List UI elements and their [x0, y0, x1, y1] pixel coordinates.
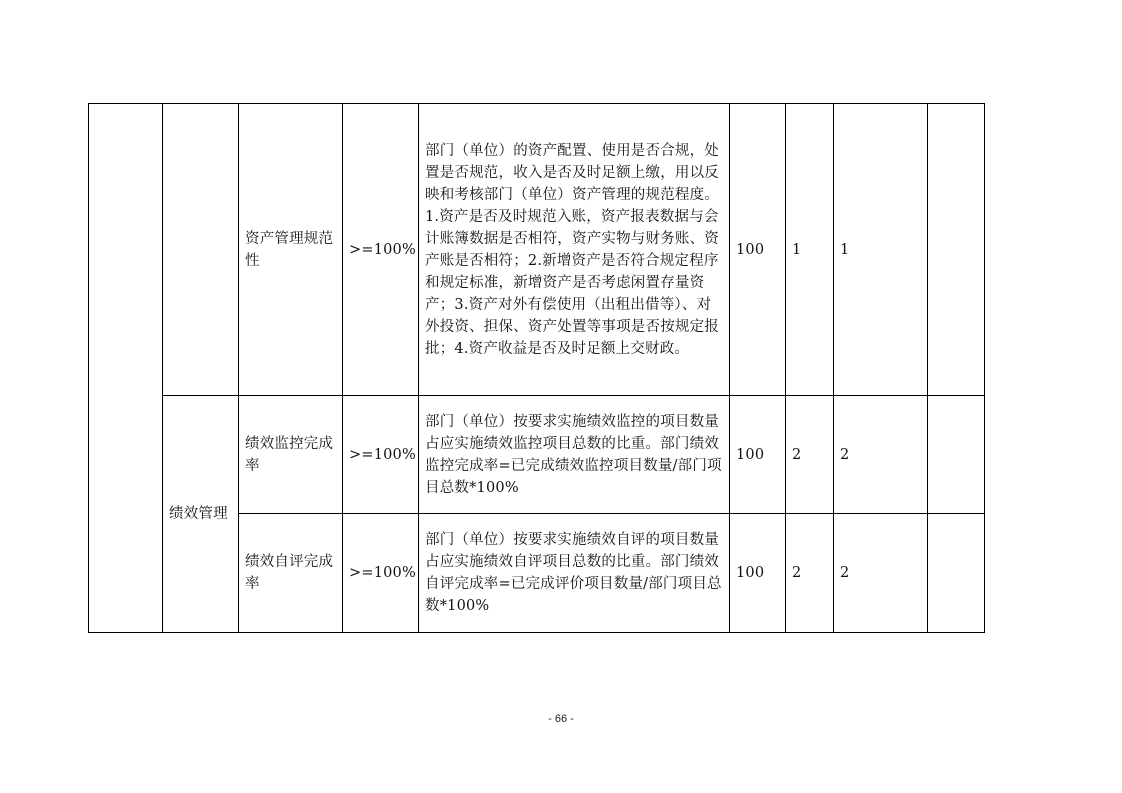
weight-cell: 1: [786, 104, 834, 396]
remark-cell: [928, 396, 985, 514]
weight-cell: 2: [786, 396, 834, 514]
weight-cell: 2: [786, 514, 834, 633]
indicator-description-cell: 部门（单位）按要求实施绩效自评的项目数量占应实施绩效自评项目总数的比重。部门绩效自评完成率=已完成评价项目数量/部门项目总数*100%: [419, 514, 730, 633]
table-row: [89, 104, 985, 396]
indicator-description-cell: 部门（单位）的资产配置、使用是否合规，处置是否规范，收入是否及时足额上缴，用以反映和考核部门（单位）资产管理的规范程度。1.资产是否及时规范入账，资产报表数据与会计账簿数据是否相符，资产实物与财务账、资产账是否相符；2.新增资产是否符合规定程序和规定标准，新增资产是否考虑闲置存量资产；3.资产对外有偿使用（出租出借等）、对外投资、担保、资产处置等事项是否按规定报批；4.资产收益是否及时足额上交财政。: [419, 104, 730, 396]
actual-value-cell: 100: [730, 396, 786, 514]
category-cell: [163, 104, 239, 396]
actual-value-cell: 100: [730, 104, 786, 396]
indicator-description-cell: 部门（单位）按要求实施绩效监控的项目数量占应实施绩效监控项目总数的比重。部门绩效监控完成率=已完成绩效监控项目数量/部门项目总数*100%: [419, 396, 730, 514]
level1-category-cell: [89, 104, 163, 633]
performance-indicator-table: [88, 103, 985, 633]
indicator-name-cell: 绩效监控完成率: [239, 396, 343, 514]
remark-cell: [928, 104, 985, 396]
score-cell: 2: [834, 396, 928, 514]
actual-value-cell: 100: [730, 514, 786, 633]
target-value-cell: >=100%: [343, 396, 419, 514]
indicator-name-cell: 资产管理规范性: [239, 104, 343, 396]
score-cell: 2: [834, 514, 928, 633]
score-cell: 1: [834, 104, 928, 396]
table-row: [89, 396, 985, 514]
page-number: - 66 -: [548, 713, 574, 725]
performance-table-container: [88, 103, 985, 633]
indicator-name-cell: 绩效自评完成率: [239, 514, 343, 633]
target-value-cell: >=100%: [343, 104, 419, 396]
category-cell: 绩效管理: [163, 396, 239, 633]
remark-cell: [928, 514, 985, 633]
target-value-cell: >=100%: [343, 514, 419, 633]
